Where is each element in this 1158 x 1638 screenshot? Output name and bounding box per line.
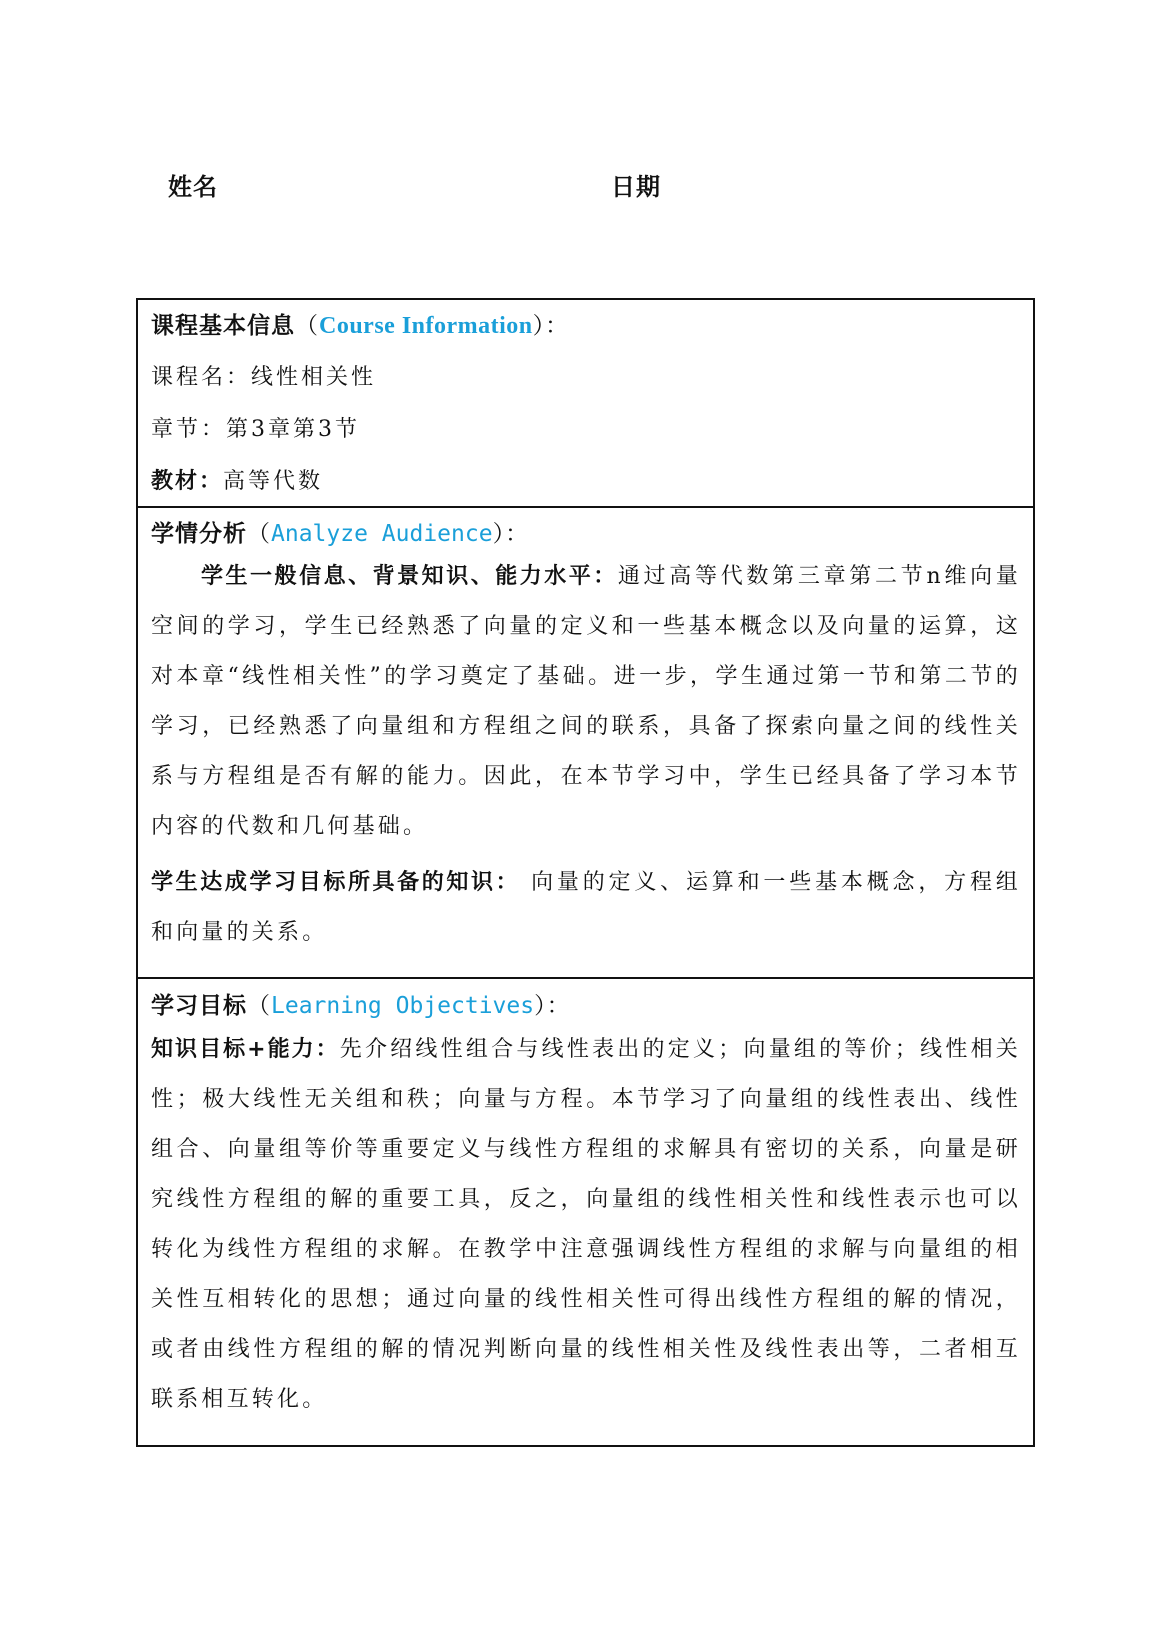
textbook-label: 教材： bbox=[151, 469, 224, 494]
course-info-title-close: ）： bbox=[532, 313, 570, 339]
knowledge-text: 向量的定义、运算和一些基本概念，方程组和向量的关系。 bbox=[151, 870, 1021, 945]
course-info-title bbox=[151, 300, 1021, 352]
background-paragraph bbox=[151, 552, 1021, 852]
audience-section bbox=[138, 508, 1033, 979]
course-info-section bbox=[138, 300, 1033, 508]
course-info-title-open: （ bbox=[295, 313, 319, 339]
chapter-value: 第3章第3节 bbox=[226, 417, 361, 442]
objectives-title-en: Learning Objectives bbox=[271, 993, 535, 1019]
audience-title-en: Analyze Audience bbox=[271, 521, 493, 547]
course-info-title-en: Course Information bbox=[319, 313, 533, 339]
knowledge-paragraph bbox=[151, 858, 1021, 958]
audience-title-open: （ bbox=[247, 521, 271, 547]
course-name-value: 线性相关性 bbox=[251, 365, 377, 390]
objectives-title-close: ）： bbox=[534, 993, 571, 1019]
textbook-value: 高等代数 bbox=[223, 469, 324, 494]
audience-title-close: ）： bbox=[492, 521, 530, 547]
objectives-paragraph bbox=[151, 1025, 1021, 1425]
objectives-title bbox=[151, 979, 1021, 1025]
course-info-title-cn: 课程基本信息 bbox=[151, 313, 295, 339]
course-name-row bbox=[151, 352, 1021, 404]
objectives-title-cn: 学习目标 bbox=[151, 993, 247, 1019]
chapter-label: 章节： bbox=[151, 417, 227, 442]
objectives-title-open: （ bbox=[247, 993, 271, 1019]
course-name-label: 课程名： bbox=[151, 365, 252, 390]
objectives-section bbox=[138, 979, 1033, 1445]
name-label: 姓名 bbox=[168, 173, 218, 201]
knowledge-label: 学生达成学习目标所具备的知识： bbox=[151, 870, 521, 895]
textbook-row bbox=[151, 456, 1021, 508]
course-plan-table bbox=[136, 298, 1035, 1447]
chapter-row bbox=[151, 404, 1021, 456]
audience-title-cn: 学情分析 bbox=[151, 521, 247, 547]
objectives-label: 知识目标+能力： bbox=[151, 1037, 340, 1062]
background-label: 学生一般信息、背景知识、能力水平： bbox=[201, 564, 618, 589]
date-label: 日期 bbox=[611, 173, 661, 201]
objectives-text: 先介绍线性组合与线性表出的定义；向量组的等价；线性相关性；极大线性无关组和秩；向量与方程。本节学习了向量组的线性表出、线性组合、向量组等价等重要定义与线性方程组的求解具有密切的关系，向量是研究线性方程组的解的重要工具，反之，向量组的线性相关性和线性表示也可以转化为线性方程组的求解。在教学中注意强调线性方程组的求解与向量组的相关性互相转化的思想；通过向量的线性相关性可得出线性方程组的解的情况，或者由线性方程组的解的情况判断向量的线性相关性及线性表出等，二者相互联系相互转化。 bbox=[151, 1037, 1022, 1412]
background-text: 通过高等代数第三章第二节n维向量空间的学习，学生已经熟悉了向量的定义和一些基本概念以及向量的运算，这对本章“线性相关性”的学习奠定了基础。进一步，学生通过第一节和第二节的学习，已经熟悉了向量组和方程组之间的联系，具备了探索向量之间的线性关系与方程组是否有解的能力。因此，在本节学习中，学生已经具备了学习本节内容的代数和几何基础。 bbox=[151, 564, 1021, 839]
